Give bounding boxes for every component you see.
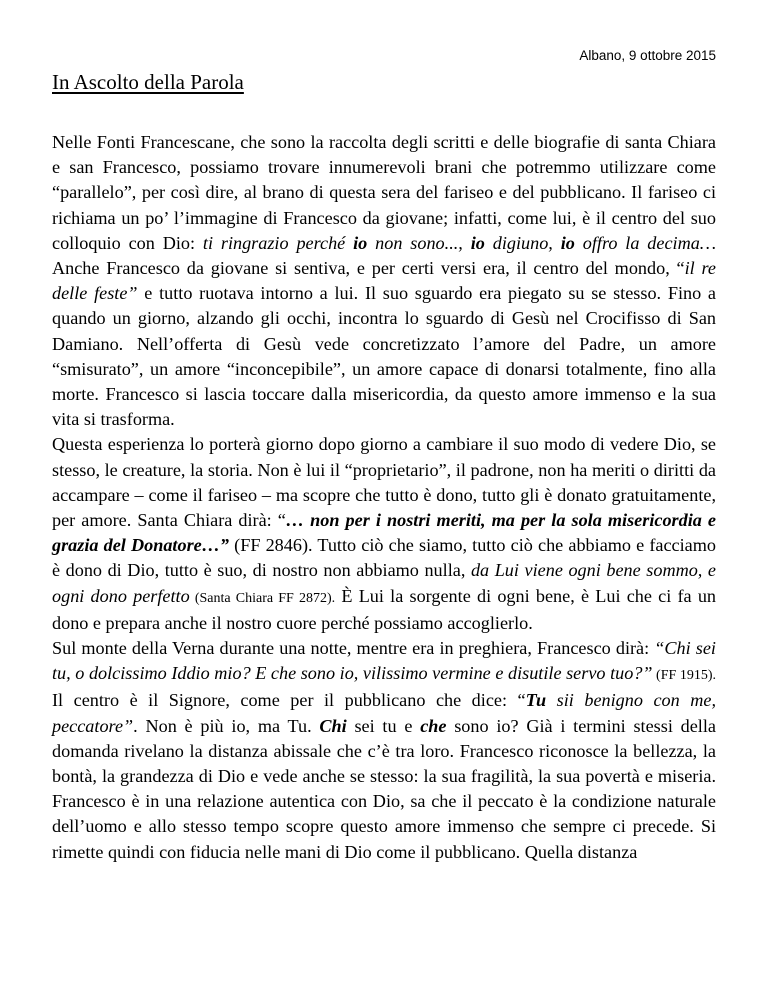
text-segment: da Lui viene ogni bene sommo, e ogni dono perfetto bbox=[52, 560, 716, 606]
document-body bbox=[52, 130, 716, 865]
text-segment: È Lui la sorgente di ogni bene, è Lui che ci fa un dono e prepara anche il nostro cuore perché possiamo accoglierlo. bbox=[52, 585, 717, 633]
text-segment: io bbox=[470, 232, 485, 253]
text-segment: Nelle Fonti Francescane, che sono la raccolta degli scritti e delle biografie di santa Chiara e san Francesco, possiamo trovare innumerevoli brani che potremmo utilizzare come “parallelo”, per così dire, al brano di questa sera del fariseo e del pubblicano. Il fariseo ci richiama un po’ l’immagine di Francesco da giovane; infatti, come lui, è il centro del suo colloquio con Dio: bbox=[52, 132, 716, 253]
text-segment: sono io? Già i termini stessi della domanda rivelano la distanza abissale che c’è tra loro. Francesco riconosce la bellezza, la bontà, la grandezza di Dio e vede anche se stesso: la sua fragilità, la sua povertà e miseria. Francesco è in una relazione autentica con Dio, sa che il peccato è la condizione naturale dell’uomo e allo stesso tempo scopre questo amore immenso che sempre ci precede. Si rimette quindi con fiducia nelle mani di Dio come il pubblicano. Quella distanza bbox=[52, 715, 716, 862]
text-segment: io bbox=[560, 232, 575, 253]
text-segment: . Non è più io, ma Tu. bbox=[133, 715, 320, 736]
text-segment: sei tu e bbox=[346, 715, 421, 736]
text-segment: … non per i nostri meriti, ma per la sola misericordia e grazia del Donatore…” bbox=[52, 510, 716, 556]
text-segment: Chi bbox=[319, 715, 347, 736]
text-segment: digiuno, bbox=[484, 232, 561, 253]
text-segment: (Santa Chiara FF 2872). bbox=[189, 590, 336, 606]
text-segment: Il centro è il Signore, come per il pubblicano che dice: “ bbox=[52, 690, 526, 711]
text-segment: (FF 1915). bbox=[652, 668, 716, 684]
text-segment: Tu bbox=[525, 690, 547, 711]
text-segment: Sul monte della Verna durante una notte, mentre era in preghiera, Francesco dirà: bbox=[52, 638, 655, 659]
text-segment: che bbox=[420, 715, 447, 736]
text-segment: sii benigno con me, peccatore” bbox=[52, 690, 716, 736]
text-segment: il re delle feste” bbox=[52, 258, 716, 304]
text-segment: e tutto ruotava intorno a lui. Il suo sguardo era piegato su se stesso. Fino a quando un giorno, alzando gli occhi, incontra lo sguardo di Gesù nel Crocifisso di San Damiano. Nell’offerta di Gesù vede concretizzato l’amore del Padre, un amore “smisurato”, un amore “inconcepibile”, un amore capace di donarsi totalmente, fino alla morte. Francesco si lascia toccare dalla misericordia, da questo amore immenso e la sua vita si trasforma. bbox=[52, 283, 716, 430]
paragraph-2 bbox=[52, 432, 716, 636]
text-segment: Questa esperienza lo porterà giorno dopo giorno a cambiare il suo modo di vedere Dio, se stesso, le creature, la storia. Non è lui il “proprietario”, il padrone, non ha meriti o diritti da accampare – come il fariseo – ma scopre che tutto è dono, tutto gli è donato gratuitamente, per amore. Santa Chiara dirà: “ bbox=[52, 434, 716, 531]
document-date: Albano, 9 ottobre 2015 bbox=[579, 48, 716, 63]
paragraph-3 bbox=[52, 636, 716, 865]
text-segment: non sono..., bbox=[367, 232, 471, 253]
text-segment: io bbox=[353, 232, 368, 253]
text-segment: “Chi sei tu, o dolcissimo Iddio mio? E che sono io, vilissimo vermine e disutile servo tuo?” bbox=[52, 638, 716, 684]
text-segment: offro la decima… bbox=[574, 232, 717, 253]
text-segment: Anche Francesco da giovane si sentiva, e per certi versi era, il centro del mondo, “ bbox=[52, 258, 685, 279]
text-segment: ti ringrazio perché bbox=[202, 232, 354, 253]
document-title: In Ascolto della Parola bbox=[52, 70, 244, 94]
text-segment: (FF 2846). Tutto ciò che siamo, tutto ciò che abbiamo e facciamo è dono di Dio, tutto è suo, di nostro non abbiamo nulla, bbox=[52, 535, 716, 581]
paragraph-1 bbox=[52, 130, 716, 432]
